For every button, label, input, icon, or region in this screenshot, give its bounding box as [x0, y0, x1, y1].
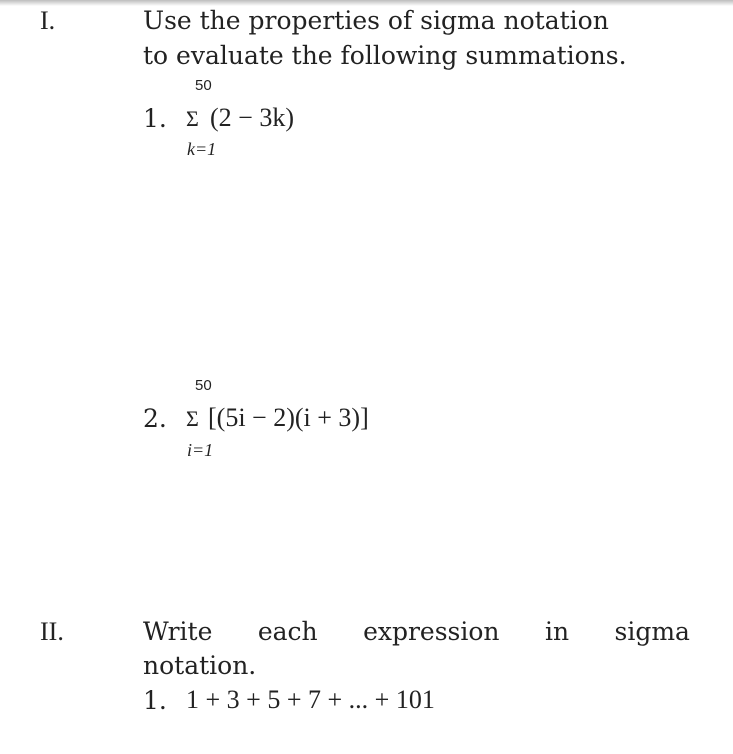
item-number: 1. — [143, 104, 167, 133]
section-numeral-1: I. — [40, 6, 56, 35]
series-expression: 1 + 3 + 5 + 7 + ... + 101 — [186, 685, 435, 714]
word: in — [544, 617, 570, 646]
instruction-line-2: to evaluate the following summations. — [143, 41, 627, 70]
upper-limit: 50 — [195, 77, 212, 94]
word: sigma — [614, 617, 690, 646]
sigma-symbol: Σ — [186, 106, 199, 131]
section-numeral-2: II. — [40, 617, 64, 646]
instruction-line-2: notation. — [143, 651, 257, 680]
summand: (2 − 3k) — [210, 103, 294, 132]
word: expression — [363, 617, 500, 646]
lower-limit: i=1 — [187, 440, 214, 460]
summand: [(5i − 2)(i + 3)] — [208, 403, 369, 432]
item-number: 1. — [143, 686, 167, 715]
item-number: 2. — [143, 404, 167, 433]
word: Write — [143, 617, 213, 646]
word: each — [257, 617, 318, 646]
instruction-line-1: Use the properties of sigma notation — [143, 6, 609, 35]
upper-limit: 50 — [195, 377, 212, 394]
sigma-symbol: Σ — [186, 406, 199, 431]
lower-limit: k=1 — [187, 139, 217, 159]
instruction-line-1 — [143, 617, 690, 647]
